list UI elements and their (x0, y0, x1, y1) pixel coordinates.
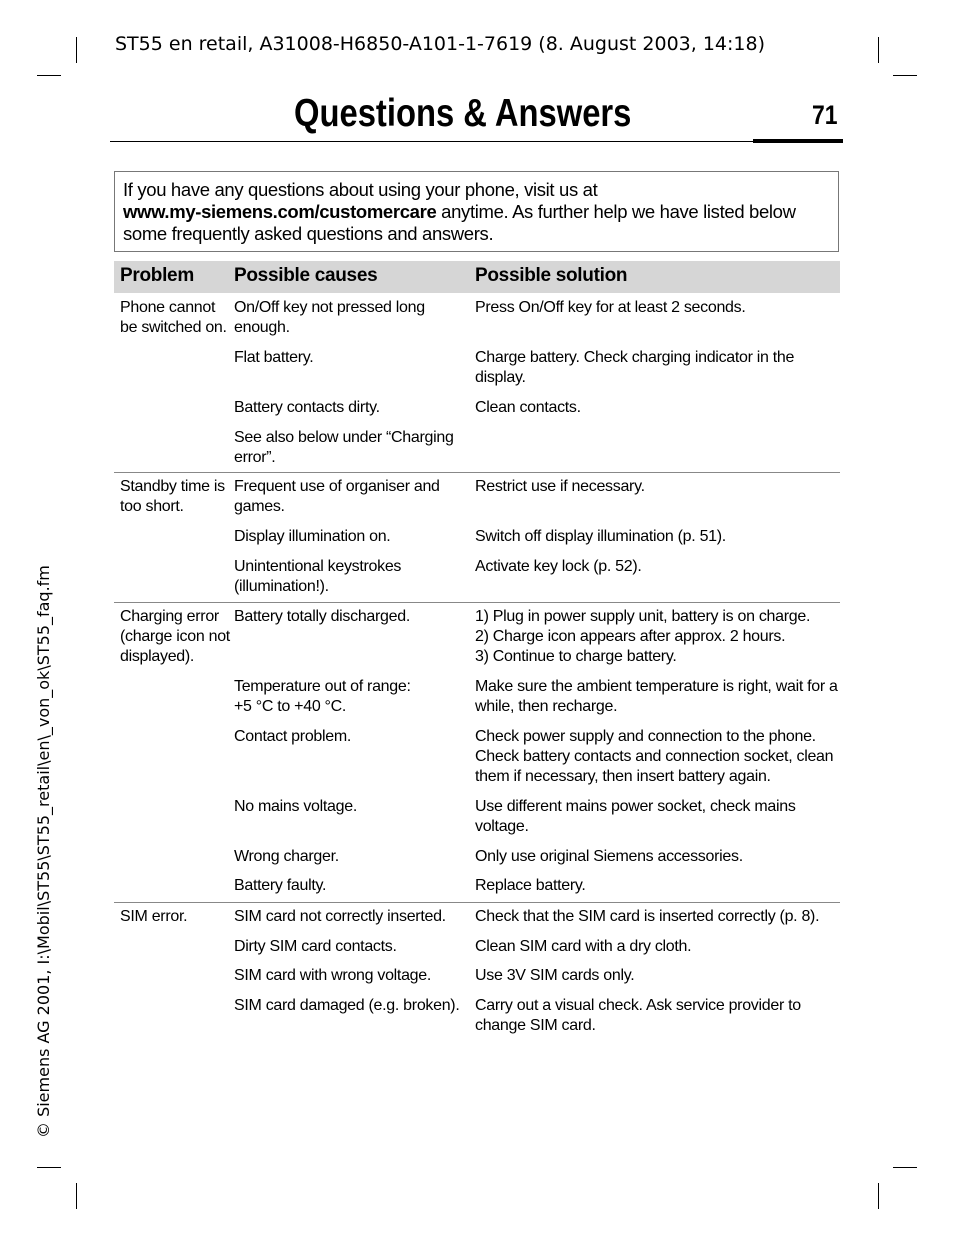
cause-cell: Contact problem. (234, 728, 352, 745)
crop-mark (76, 37, 77, 63)
title-rule-thick (753, 139, 843, 143)
crop-mark (37, 1167, 61, 1168)
faq-table (114, 261, 840, 1043)
running-header: ST55 en retail, A31008-H6850-A101-1-7619 (8. August 2003, 14:18) (115, 33, 766, 55)
solution-cell: Charge battery. Check charging indicator in the display. (475, 349, 795, 386)
customercare-link[interactable]: www.my-siemens.com/customercare (123, 201, 437, 222)
crop-mark (37, 75, 61, 76)
problem-group (114, 603, 840, 903)
solution-cell: Only use original Siemens accessories. (475, 848, 743, 865)
solution-cell: Replace battery. (475, 877, 586, 894)
cause-cell: SIM card with wrong voltage. (234, 967, 432, 984)
cause-cell: Dirty SIM card contacts. (234, 938, 397, 955)
solution-cell: 1) Plug in power supply unit, battery is on charge. 2) Charge icon appears after approx. 2 hours. 3) Continue to charge battery. (475, 608, 811, 665)
page-number: 71 (812, 100, 838, 130)
cause-cell: Battery contacts dirty. (234, 399, 380, 416)
solution-cell: Switch off display illumination (p. 51). (475, 528, 726, 545)
solution-cell: Use 3V SIM cards only. (475, 967, 635, 984)
solution-cell: Use different mains power socket, check mains voltage. (475, 798, 796, 835)
cause-cell: Display illumination on. (234, 528, 391, 545)
intro-box (114, 171, 839, 252)
cause-cell: Unintentional keystrokes (illumination!). (234, 558, 402, 595)
intro-text: If you have any questions about using your phone, visit us at (123, 179, 598, 200)
crop-mark (76, 1183, 77, 1209)
problem-cell: Standby time is too short. (120, 478, 225, 515)
solution-cell: Clean contacts. (475, 399, 581, 416)
header-solution: Possible solution (475, 265, 628, 286)
solution-cell: Carry out a visual check. Ask service provider to change SIM card. (475, 997, 801, 1034)
solution-cell: Press On/Off key for at least 2 seconds. (475, 299, 746, 316)
cause-cell: Frequent use of organiser and games. (234, 478, 440, 515)
header-problem: Problem (120, 265, 194, 286)
cause-cell: Battery totally discharged. (234, 608, 410, 625)
crop-mark (893, 75, 917, 76)
solution-cell: Make sure the ambient temperature is right, wait for a while, then recharge. (475, 678, 838, 715)
problem-cell: SIM error. (120, 908, 188, 925)
page-title: Questions & Answers (294, 92, 632, 135)
cause-cell: Temperature out of range: +5 °C to +40 °C. (234, 678, 411, 715)
solution-cell: Restrict use if necessary. (475, 478, 645, 495)
solution-cell: Check that the SIM card is inserted correctly (p. 8). (475, 908, 820, 925)
cause-cell: On/Off key not pressed long enough. (234, 299, 425, 336)
crop-mark (893, 1167, 917, 1168)
table-header (114, 261, 840, 293)
problem-group (114, 293, 840, 473)
problem-group (114, 473, 840, 603)
cause-cell: See also below under “Charging error”. (234, 429, 454, 466)
problem-cell: Charging error (charge icon not displayed). (120, 608, 230, 665)
crop-mark (878, 1183, 879, 1209)
header-causes: Possible causes (234, 265, 378, 286)
solution-cell: Clean SIM card with a dry cloth. (475, 938, 692, 955)
crop-mark (878, 37, 879, 63)
title-rule (110, 141, 753, 142)
intro-text-continued: anytime. As further help we have listed below some frequently asked questions and answers. (123, 201, 796, 244)
problem-cell: Phone cannot be switched on. (120, 299, 227, 336)
cause-cell: Flat battery. (234, 349, 314, 366)
cause-cell: SIM card damaged (e.g. broken). (234, 997, 460, 1014)
cause-cell: No mains voltage. (234, 798, 357, 815)
cause-cell: SIM card not correctly inserted. (234, 908, 446, 925)
problem-group (114, 903, 840, 1043)
side-file-path: © Siemens AG 2001, I:\Mobil\ST55\ST55_retail\en\_von_ok\ST55_faq.fm (34, 565, 53, 1138)
solution-cell: Check power supply and connection to the phone. Check battery contacts and connection socket, clean them if necessary, then insert battery again. (475, 728, 834, 785)
cause-cell: Battery faulty. (234, 877, 327, 894)
solution-cell: Activate key lock (p. 52). (475, 558, 642, 575)
cause-cell: Wrong charger. (234, 848, 339, 865)
